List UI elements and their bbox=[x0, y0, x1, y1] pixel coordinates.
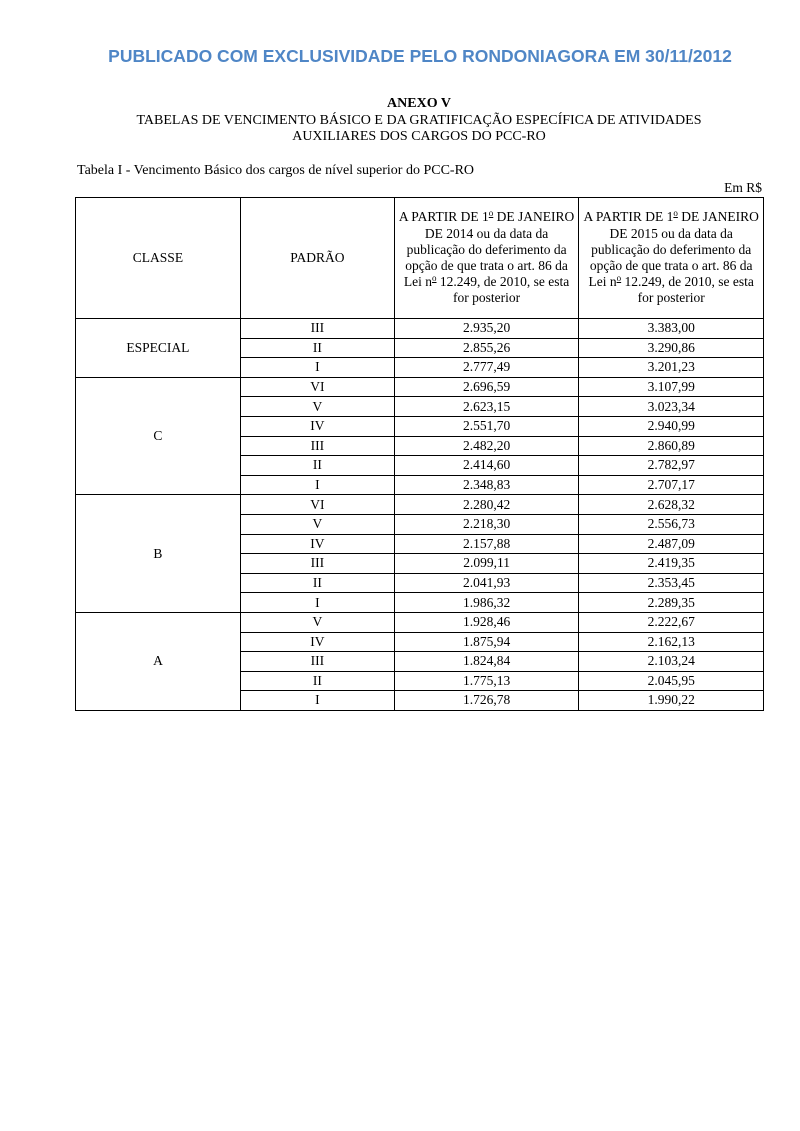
padrao-cell: VI bbox=[240, 495, 394, 515]
value-2015-cell: 2.045,95 bbox=[579, 671, 764, 691]
header-period-2014: A PARTIR DE 1$^o$ DE JANEIRO DE 2014 ou da data da publicação do deferimento da opção de que trata o art. 86 da Lei $n^o$ 12.249, de 2010, se esta for posterior bbox=[394, 198, 579, 319]
padrao-cell: II bbox=[240, 456, 394, 476]
table-caption: Tabela I - Vencimento Básico dos cargos de nível superior do PCC-RO bbox=[77, 163, 475, 178]
value-2014-cell: 2.041,93 bbox=[394, 573, 579, 593]
table-row bbox=[76, 495, 764, 515]
classe-cell: A bbox=[76, 612, 241, 710]
value-2014-cell: 2.348,83 bbox=[394, 475, 579, 495]
value-2015-cell: 2.162,13 bbox=[579, 632, 764, 652]
value-2015-cell: 3.290,86 bbox=[579, 338, 764, 358]
value-2014-cell: 2.855,26 bbox=[394, 338, 579, 358]
value-2014-cell: 2.777,49 bbox=[394, 358, 579, 378]
value-2015-cell: 1.990,22 bbox=[579, 691, 764, 711]
salary-table bbox=[75, 197, 764, 711]
padrao-cell: IV bbox=[240, 416, 394, 436]
value-2015-cell: 3.107,99 bbox=[579, 377, 764, 397]
value-2015-cell: 3.201,23 bbox=[579, 358, 764, 378]
padrao-cell: IV bbox=[240, 534, 394, 554]
table-row bbox=[76, 377, 764, 397]
value-2015-cell: 2.487,09 bbox=[579, 534, 764, 554]
value-2014-cell: 2.157,88 bbox=[394, 534, 579, 554]
annex-subtitle-line-2: AUXILIARES DOS CARGOS DO PCC-RO bbox=[292, 129, 546, 144]
padrao-cell: I bbox=[240, 475, 394, 495]
padrao-cell: III bbox=[240, 319, 394, 339]
padrao-cell: II bbox=[240, 338, 394, 358]
value-2015-cell: 2.860,89 bbox=[579, 436, 764, 456]
value-2014-cell: 1.775,13 bbox=[394, 671, 579, 691]
value-2015-cell: 2.419,35 bbox=[579, 554, 764, 574]
publication-banner: PUBLICADO COM EXCLUSIVIDADE PELO RONDONIAGORA EM 30/11/2012 bbox=[108, 46, 732, 66]
header-period-2015: A PARTIR DE 1$^o$ DE JANEIRO DE 2015 ou da data da publicação do deferimento da opção de que trata o art. 86 da Lei $n^o$ 12.249, de 2010, se esta for posterior bbox=[579, 198, 764, 319]
padrao-cell: IV bbox=[240, 632, 394, 652]
value-2014-cell: 2.623,15 bbox=[394, 397, 579, 417]
value-2014-cell: 2.935,20 bbox=[394, 319, 579, 339]
table-row bbox=[76, 319, 764, 339]
padrao-cell: III bbox=[240, 554, 394, 574]
value-2015-cell: 3.383,00 bbox=[579, 319, 764, 339]
value-2014-cell: 1.986,32 bbox=[394, 593, 579, 613]
value-2014-cell: 2.696,59 bbox=[394, 377, 579, 397]
value-2015-cell: 2.103,24 bbox=[579, 652, 764, 672]
annex-heading bbox=[0, 96, 800, 146]
table-row bbox=[76, 612, 764, 632]
value-2014-cell: 1.726,78 bbox=[394, 691, 579, 711]
value-2015-cell: 3.023,34 bbox=[579, 397, 764, 417]
padrao-cell: II bbox=[240, 671, 394, 691]
value-2015-cell: 2.940,99 bbox=[579, 416, 764, 436]
padrao-cell: III bbox=[240, 652, 394, 672]
value-2015-cell: 2.628,32 bbox=[579, 495, 764, 515]
classe-cell: ESPECIAL bbox=[76, 319, 241, 378]
padrao-cell: III bbox=[240, 436, 394, 456]
classe-cell: B bbox=[76, 495, 241, 613]
value-2015-cell: 2.222,67 bbox=[579, 612, 764, 632]
value-2014-cell: 2.099,11 bbox=[394, 554, 579, 574]
value-2014-cell: 1.875,94 bbox=[394, 632, 579, 652]
padrao-cell: I bbox=[240, 358, 394, 378]
value-2015-cell: 2.707,17 bbox=[579, 475, 764, 495]
padrao-cell: V bbox=[240, 612, 394, 632]
header-padrao: PADRÃO bbox=[240, 198, 394, 319]
header-classe: CLASSE bbox=[76, 198, 241, 319]
padrao-cell: V bbox=[240, 397, 394, 417]
padrao-cell: V bbox=[240, 514, 394, 534]
value-2015-cell: 2.556,73 bbox=[579, 514, 764, 534]
annex-title: ANEXO V bbox=[387, 96, 451, 111]
value-2014-cell: 2.414,60 bbox=[394, 456, 579, 476]
value-2014-cell: 1.928,46 bbox=[394, 612, 579, 632]
value-2015-cell: 2.782,97 bbox=[579, 456, 764, 476]
value-2014-cell: 2.280,42 bbox=[394, 495, 579, 515]
value-2014-cell: 2.482,20 bbox=[394, 436, 579, 456]
value-2014-cell: 2.551,70 bbox=[394, 416, 579, 436]
padrao-cell: II bbox=[240, 573, 394, 593]
value-2015-cell: 2.289,35 bbox=[579, 593, 764, 613]
padrao-cell: VI bbox=[240, 377, 394, 397]
value-2015-cell: 2.353,45 bbox=[579, 573, 764, 593]
table-body bbox=[76, 319, 764, 711]
table-header-row bbox=[76, 198, 764, 319]
currency-unit-label: Em R$ bbox=[724, 180, 762, 195]
value-2014-cell: 2.218,30 bbox=[394, 514, 579, 534]
padrao-cell: I bbox=[240, 691, 394, 711]
value-2014-cell: 1.824,84 bbox=[394, 652, 579, 672]
padrao-cell: I bbox=[240, 593, 394, 613]
classe-cell: C bbox=[76, 377, 241, 495]
annex-subtitle-line-1: TABELAS DE VENCIMENTO BÁSICO E DA GRATIFICAÇÃO ESPECÍFICA DE ATIVIDADES bbox=[136, 112, 702, 128]
